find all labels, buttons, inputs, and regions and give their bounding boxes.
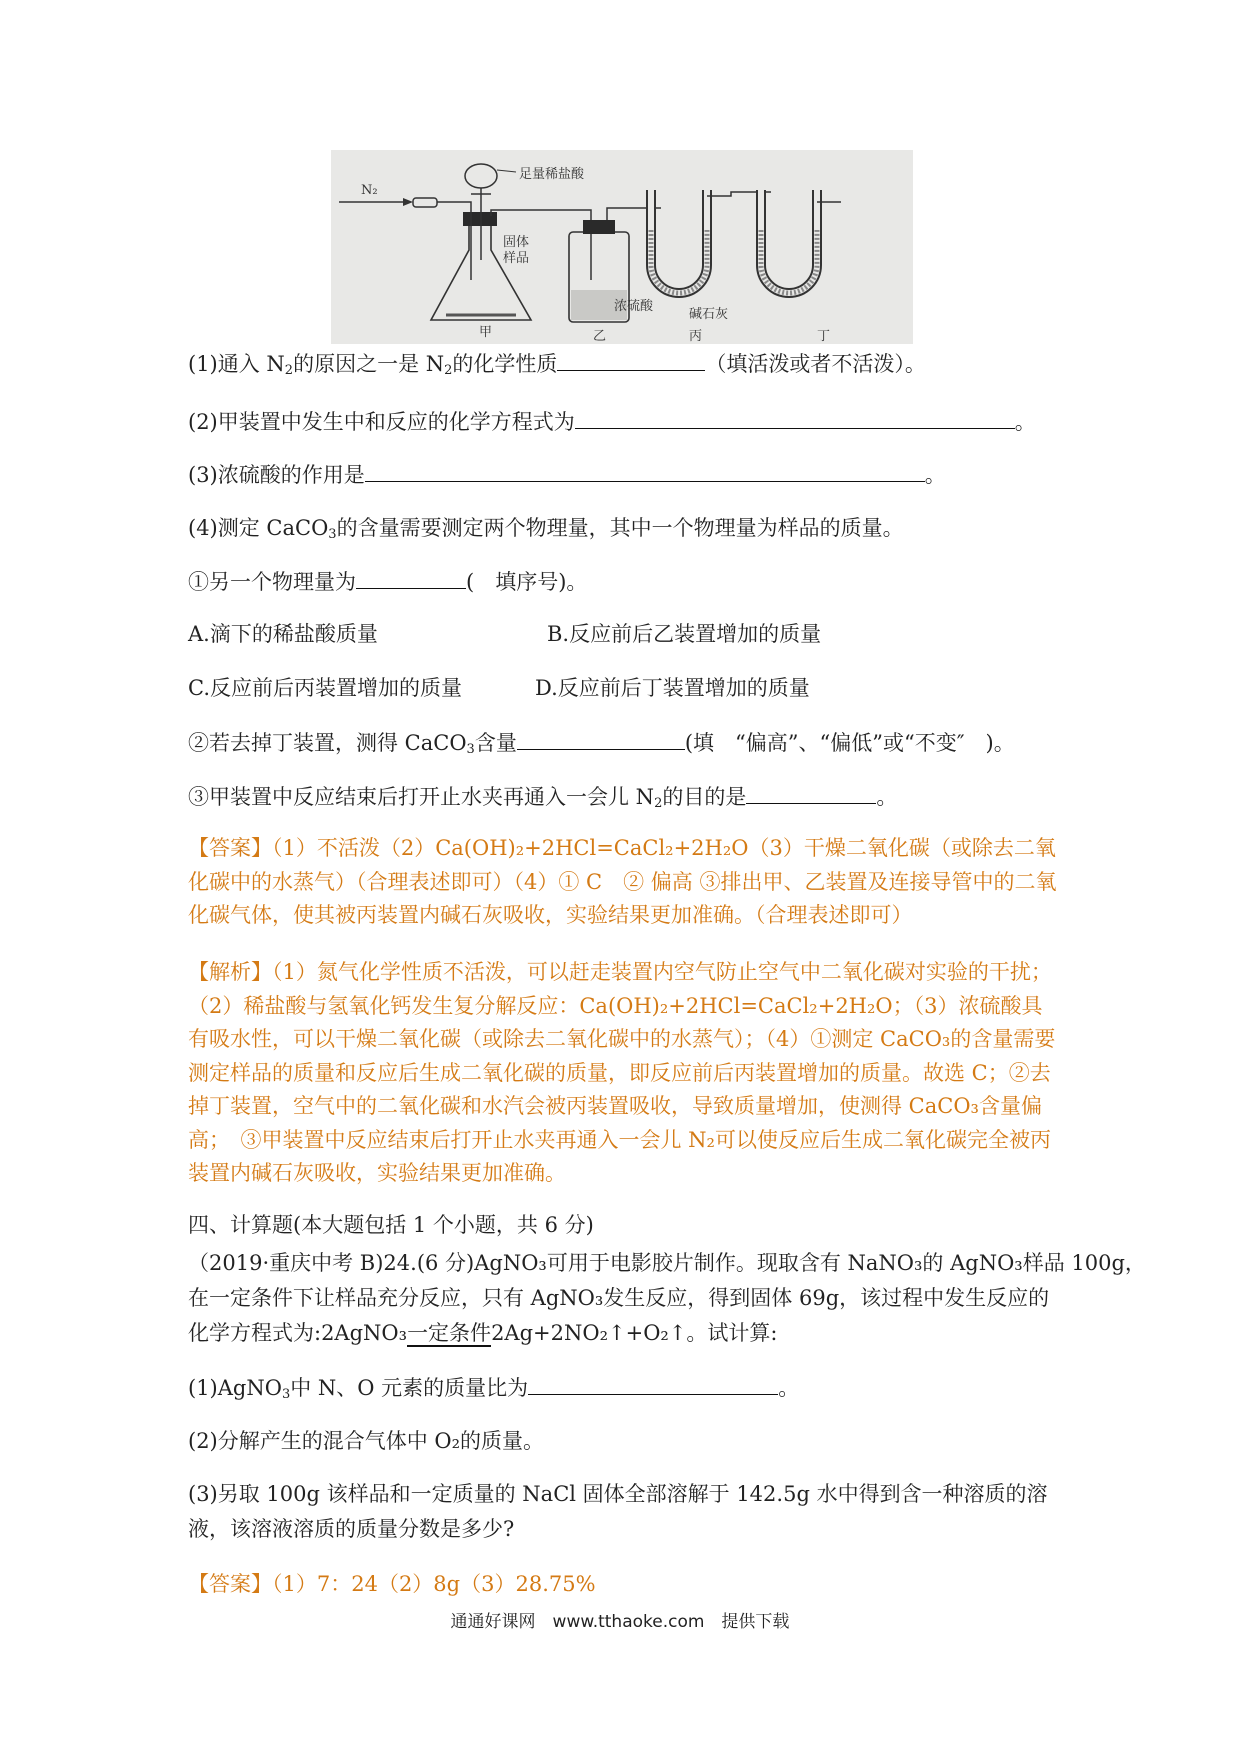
label-bing: 丙: [689, 329, 703, 344]
solid-label-2: 样品: [503, 251, 530, 266]
section-4-title: 四、计算题(本大题包括 1 个小题，共 6 分): [188, 1213, 594, 1237]
question-4-2: ②若去掉丁装置，测得 CaCO$_3$含量 (填 “偏高”、“偏低”或“不变″ )。: [188, 731, 1015, 757]
answer-blank-3[interactable]: [365, 461, 925, 482]
answer-blank-4-3[interactable]: [746, 783, 876, 804]
answer-blank-1[interactable]: [557, 350, 705, 371]
calc-question-2: (2)分解产生的混合气体中 O₂的质量。: [188, 1429, 545, 1453]
options-row-ab: [188, 621, 821, 647]
stopper-jia: [463, 212, 497, 226]
answer-blank-4-2[interactable]: [517, 729, 685, 750]
answer-block-1: [188, 832, 1058, 933]
reaction-condition: 一定条件: [407, 1321, 492, 1345]
apparatus-figure: [331, 150, 913, 344]
answer-block-2: [188, 1568, 1058, 1602]
section-4-para-2: 在一定条件下让样品充分反应，只有 AgNO₃发生反应，得到固体 69g，该过程中发生反应的: [188, 1286, 1050, 1310]
section-4-para-3: 化学方程式为:2AgNO₃一定条件2Ag+2NO₂↑+O₂↑。试计算:: [188, 1321, 778, 1345]
acid-label: 足量稀盐酸: [519, 167, 585, 182]
analysis-tag: 【解析】: [188, 960, 272, 984]
solid-label-1: 固体: [503, 235, 530, 250]
answer-tag: 【答案】: [188, 836, 272, 860]
section-4-para-1: （2019·重庆中考 B)24.(6 分)AgNO₃可用于电影胶片制作。现取含有 NaNO₃的 AgNO₃样品 100g，: [188, 1251, 1146, 1275]
stopper-yi: [583, 220, 615, 234]
sodalime-label: 碱石灰: [689, 307, 729, 322]
analysis-text: （1）氮气化学性质不活泼，可以赶走装置内空气防止空气中二氧化碳对实验的干扰；（2）稀盐酸与氢氧化钙发生复分解反应：Ca(OH)₂+2HCl=CaCl₂+2H₂O；（3）浓硫酸具有吸水性，可以干燥二氧化碳（或除去二氧化碳中的水蒸气）；（4）①测定 CaCO₃的含量需要测定样品的质量和反应后生成二氧化碳的质量，即反应前后丙装置增加的质量。故选 C；②去掉丁装置，空气中的二氧化碳和水汽会被丙装置吸收，导致质量增加，使测得 CaCO₃含量偏高； ③甲装置中反应结束后打开止水夹再通入一会儿 N₂可以使反应后生成二氧化碳完全被丙装置内碱石灰吸收，实验结果更加准确。: [188, 960, 1056, 1185]
option-a: A.滴下的稀盐酸质量: [188, 622, 378, 646]
option-d: D.反应前后丁装置增加的质量: [535, 676, 810, 700]
label-yi: 乙: [593, 329, 607, 344]
option-c: C.反应前后丙装置增加的质量: [188, 676, 462, 700]
question-2: (2)甲装置中发生中和反应的化学方程式为 。: [188, 410, 1036, 434]
calc-question-1: (1)AgNO$_3$中 N、O 元素的质量比为 。: [188, 1376, 800, 1402]
question-4-3: ③甲装置中反应结束后打开止水夹再通入一会儿 $N_2$的目的是 。: [188, 785, 898, 811]
analysis-block: [188, 956, 1058, 1191]
n2-label: N₂: [361, 183, 378, 198]
option-b: B.反应前后乙装置增加的质量: [547, 622, 822, 646]
calc-question-3a: (3)另取 100g 该样品和一定质量的 NaCl 固体全部溶解于 142.5g 水中得到含一种溶质的溶: [188, 1482, 1048, 1506]
answer-blank-calc-1[interactable]: [528, 1374, 778, 1395]
sulfuric-label: 浓硫酸: [614, 299, 654, 314]
question-4-1: ①另一个物理量为 ( 填序号)。: [188, 570, 588, 594]
answer-tag-2: 【答案】: [188, 1572, 272, 1596]
answer-blank-4-1[interactable]: [356, 568, 466, 589]
answer-text-2: （1）7：24（2）8g（3）28.75%: [272, 1572, 596, 1596]
label-jia: 甲: [479, 325, 493, 340]
calc-question-3b: 液，该溶液溶质的质量分数是多少?: [188, 1517, 515, 1541]
footer-watermark: 通通好课网 www.tthaoke.com 提供下载: [450, 1612, 790, 1632]
label-ding: 丁: [817, 329, 831, 344]
answer-blank-2[interactable]: [575, 408, 1015, 429]
apparatus-diagram: [331, 150, 913, 344]
answer-text: （1）不活泼（2）Ca(OH)₂+2HCl=CaCl₂+2H₂O（3）干燥二氧化碳（或除去二氧化碳中的水蒸气）（合理表述即可）（4）① C ② 偏高 ③排出甲、乙装置及连接导管中的二氧化碳气体，使其被丙装置内碱石灰吸收，实验结果更加准确。（合理表述即可）: [188, 836, 1057, 927]
question-1: (1)通入 $N_2$的原因之一是 $N_2$的化学性质 （填活泼或者不活泼）。: [188, 352, 926, 378]
options-row-cd: [188, 675, 810, 701]
question-3: (3)浓硫酸的作用是 。: [188, 463, 946, 487]
question-4: (4)测定 CaCO$_3$的含量需要测定两个物理量，其中一个物理量为样品的质量。: [188, 516, 904, 542]
